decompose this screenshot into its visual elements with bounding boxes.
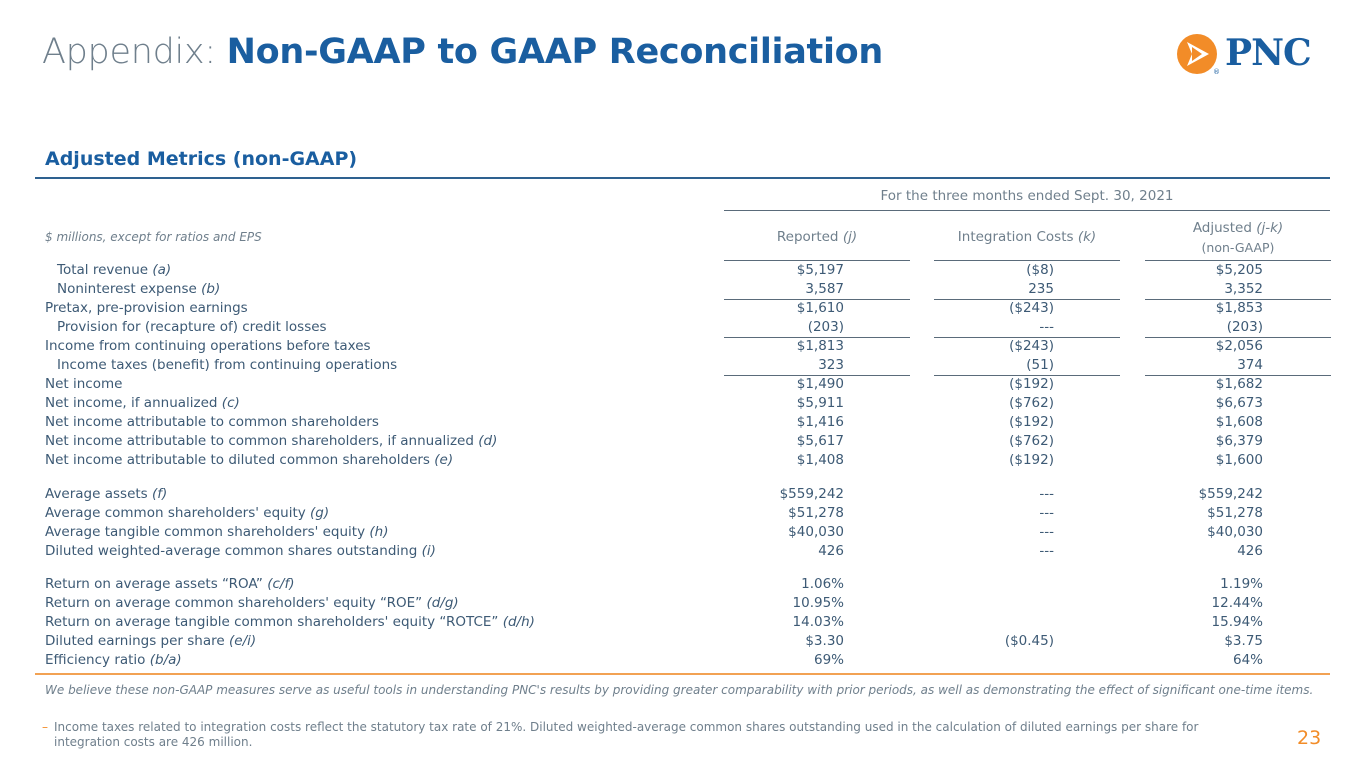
row-label: Net income, if annualized (c) (45, 395, 240, 411)
row-label: Return on average assets “ROA” (c/f) (45, 576, 295, 592)
cell-adjusted: 1.19% (1220, 576, 1263, 592)
cell-adjusted: $1,608 (1215, 414, 1263, 430)
row-label: Efficiency ratio (b/a) (45, 652, 182, 668)
col-rule-integration (934, 260, 1120, 261)
cell-integration: ($762) (1009, 433, 1054, 449)
table-row (0, 433, 1365, 452)
row-label: Income taxes (benefit) from continuing operations (57, 357, 398, 373)
cell-reported: $51,278 (788, 505, 844, 521)
table-row (0, 595, 1365, 614)
cell-reported: $5,197 (796, 262, 844, 278)
table-row (0, 262, 1365, 281)
non-gaap-note: We believe these non-GAAP measures serve as useful tools in understanding PNC's results by providing greater comparability with prior periods, as well as demonstrating the effect of significant one-time items. (45, 683, 1314, 697)
cell-reported: 69% (813, 652, 844, 668)
row-label: Total revenue (a) (57, 262, 172, 278)
table-row (0, 576, 1365, 595)
row-label: Provision for (recapture of) credit losses (57, 319, 327, 335)
cell-adjusted: $559,242 (1198, 486, 1263, 502)
cell-integration: ($192) (1009, 414, 1054, 430)
cell-integration: (51) (1026, 357, 1054, 373)
cell-reported: $5,617 (796, 433, 844, 449)
cell-integration: --- (1039, 505, 1054, 521)
row-label: Diluted weighted-average common shares outstanding (i) (45, 543, 436, 559)
page-number: 23 (1297, 727, 1322, 749)
col-rule-adjusted (1145, 260, 1331, 261)
table-bottom-rule (35, 673, 1330, 675)
pnc-logo (1175, 32, 1330, 78)
cell-adjusted: $1,853 (1215, 300, 1263, 316)
col-header-integration (934, 228, 1120, 247)
col-header-adjusted-ref: (j-k) (1256, 220, 1284, 236)
cell-integration: ($192) (1009, 376, 1054, 392)
row-label: Return on average common shareholders' equity “ROE” (d/g) (45, 595, 459, 611)
col-header-adjusted-label: Adjusted (1192, 220, 1252, 236)
cell-adjusted: $2,056 (1215, 338, 1263, 354)
table-row (0, 376, 1365, 395)
cell-adjusted: $5,205 (1215, 262, 1263, 278)
table-row (0, 281, 1365, 300)
row-label: Net income attributable to common shareholders, if annualized (d) (45, 433, 498, 449)
cell-reported: $1,490 (796, 376, 844, 392)
row-label: Average assets (f) (45, 486, 168, 502)
cell-reported: 426 (818, 543, 844, 559)
cell-reported: 1.06% (801, 576, 844, 592)
period-rule (724, 210, 1330, 211)
table-row (0, 414, 1365, 433)
table-row (0, 300, 1365, 319)
cell-adjusted: 3,352 (1224, 281, 1263, 297)
cell-adjusted: 15.94% (1211, 614, 1263, 630)
table-row (0, 357, 1365, 376)
cell-reported: 10.95% (792, 595, 844, 611)
row-label: Income from continuing operations before taxes (45, 338, 371, 354)
cell-reported: $559,242 (779, 486, 844, 502)
row-header-label: $ millions, except for ratios and EPS (45, 230, 262, 244)
row-label: Average common shareholders' equity (g) (45, 505, 330, 521)
table-row (0, 486, 1365, 505)
cell-reported: $3.30 (805, 633, 844, 649)
col-header-integration-ref: (k) (1077, 229, 1097, 245)
title-main: Non-GAAP to GAAP Reconciliation (226, 32, 884, 72)
cell-reported: $1,408 (796, 452, 844, 468)
cell-integration: ($762) (1009, 395, 1054, 411)
period-label: For the three months ended Sept. 30, 2021 (880, 188, 1174, 204)
cell-adjusted: $3.75 (1224, 633, 1263, 649)
cell-reported: $1,813 (796, 338, 844, 354)
cell-integration: --- (1039, 524, 1054, 540)
row-label: Diluted earnings per share (e/i) (45, 633, 257, 649)
cell-integration: ($8) (1026, 262, 1054, 278)
cell-reported: $40,030 (788, 524, 844, 540)
col-rule-reported (724, 260, 910, 261)
table-row (0, 338, 1365, 357)
row-label: Noninterest expense (b) (57, 281, 221, 297)
cell-reported: $1,416 (796, 414, 844, 430)
row-label: Net income attributable to common shareholders (45, 414, 379, 430)
footnote-bullet: – (42, 720, 48, 734)
col-header-integration-label: Integration Costs (957, 229, 1074, 245)
cell-reported: 14.03% (792, 614, 844, 630)
logo-wordmark: PNC (1225, 32, 1311, 74)
section-divider (35, 177, 1330, 179)
cell-integration: --- (1039, 486, 1054, 502)
cell-integration: ($243) (1009, 300, 1054, 316)
table-row (0, 524, 1365, 543)
cell-integration: ($192) (1009, 452, 1054, 468)
cell-reported: $5,911 (796, 395, 844, 411)
section-title: Adjusted Metrics (non-GAAP) (45, 148, 358, 170)
cell-adjusted: 426 (1237, 543, 1263, 559)
cell-adjusted: (203) (1226, 319, 1263, 335)
cell-adjusted: 64% (1232, 652, 1263, 668)
cell-adjusted: $1,600 (1215, 452, 1263, 468)
cell-integration: ($0.45) (1004, 633, 1054, 649)
row-label: Pretax, pre-provision earnings (45, 300, 248, 316)
row-label: Return on average tangible common shareholders' equity “ROTCE” (d/h) (45, 614, 535, 630)
cell-integration: 235 (1028, 281, 1054, 297)
cell-reported: $1,610 (796, 300, 844, 316)
row-label: Net income (45, 376, 123, 392)
cell-reported: 323 (818, 357, 844, 373)
table-row (0, 614, 1365, 633)
row-label: Net income attributable to diluted common shareholders (e) (45, 452, 454, 468)
footnote-text: Income taxes related to integration costs reflect the statutory tax rate of 21%. Diluted weighted-average common shares outstanding used in the calculation of diluted earnings per share for integration costs are 426 million. (54, 720, 1199, 749)
table-row (0, 633, 1365, 652)
table-row (0, 543, 1365, 562)
col-header-reported-ref: (j) (842, 229, 858, 245)
cell-adjusted: $1,682 (1215, 376, 1263, 392)
col-header-adjusted-sub: (non-GAAP) (1201, 240, 1275, 255)
cell-adjusted: $6,379 (1215, 433, 1263, 449)
cell-reported: 3,587 (805, 281, 844, 297)
row-label: Average tangible common shareholders' equity (h) (45, 524, 389, 540)
table-row (0, 452, 1365, 471)
footnote (42, 720, 1262, 750)
col-header-reported (724, 228, 910, 247)
logo-registered-mark: ® (1213, 68, 1220, 76)
cell-integration: --- (1039, 319, 1054, 335)
table-row (0, 652, 1365, 671)
cell-integration: ($243) (1009, 338, 1054, 354)
table-row (0, 319, 1365, 338)
page-title (42, 32, 883, 72)
table-row (0, 505, 1365, 524)
cell-adjusted: 12.44% (1211, 595, 1263, 611)
cell-integration: --- (1039, 543, 1054, 559)
title-prefix: Appendix: (42, 32, 216, 72)
cell-adjusted: $40,030 (1207, 524, 1263, 540)
cell-reported: (203) (807, 319, 844, 335)
col-header-reported-label: Reported (776, 229, 839, 245)
cell-adjusted: 374 (1237, 357, 1263, 373)
cell-adjusted: $51,278 (1207, 505, 1263, 521)
table-row (0, 395, 1365, 414)
col-header-adjusted (1145, 219, 1331, 257)
cell-adjusted: $6,673 (1215, 395, 1263, 411)
